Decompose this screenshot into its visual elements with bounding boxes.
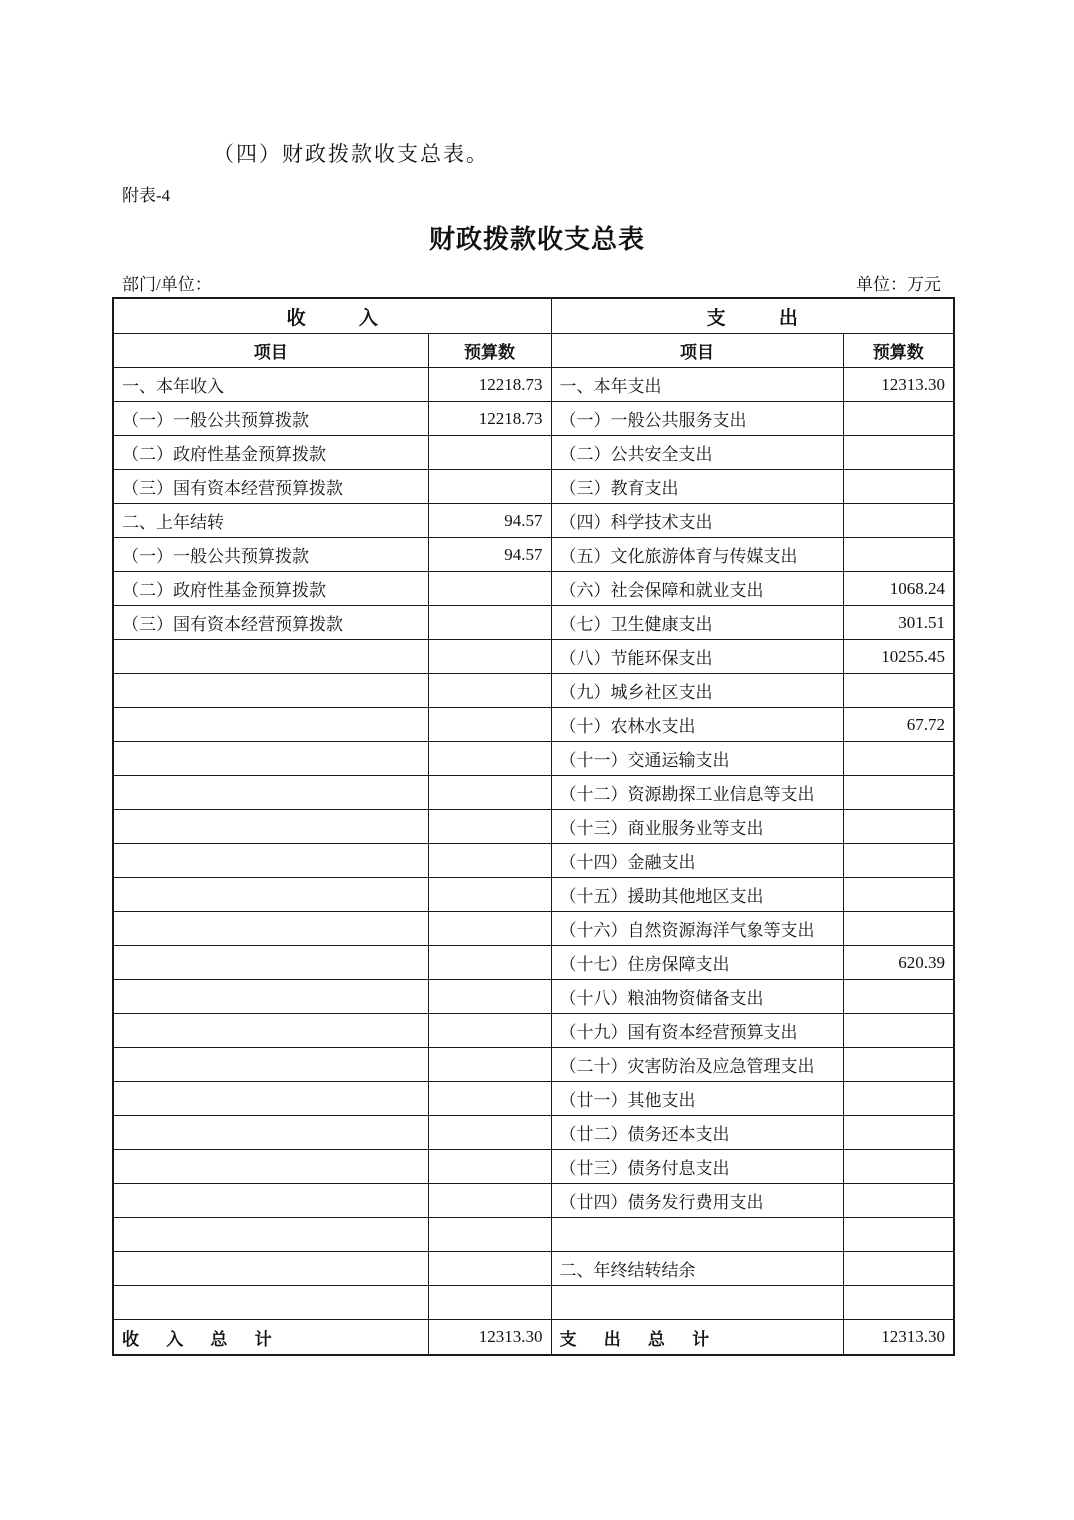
expense-item-cell: （八）节能环保支出 [551,640,843,674]
income-budget-cell [428,1184,551,1218]
income-item-cell [113,1286,428,1320]
income-item-cell [113,810,428,844]
income-item-cell: （一）一般公共预算拨款 [113,402,428,436]
expense-budget-cell [843,538,954,572]
table-row [113,1150,954,1184]
income-budget-cell [428,606,551,640]
expense-budget-cell [843,1286,954,1320]
table-row [113,1286,954,1320]
expense-budget-cell [843,742,954,776]
income-total-value: 12313.30 [428,1320,551,1356]
income-budget-cell [428,1048,551,1082]
income-item-cell: （二）政府性基金预算拨款 [113,436,428,470]
attachment-label: 附表-4 [122,186,171,205]
table-row [113,912,954,946]
income-budget-cell [428,742,551,776]
table-row [113,1116,954,1150]
income-item-cell: （二）政府性基金预算拨款 [113,572,428,606]
expense-item-cell [551,1218,843,1252]
income-item-cell [113,1150,428,1184]
expense-total-label: 支出总计 [551,1320,843,1356]
table-row [113,436,954,470]
table-body [113,368,954,1320]
expense-budget-cell [843,1116,954,1150]
expense-item-cell: （十一）交通运输支出 [551,742,843,776]
table-row [113,1048,954,1082]
expense-budget-cell: 67.72 [843,708,954,742]
expense-item-cell: （九）城乡社区支出 [551,674,843,708]
income-item-cell [113,1082,428,1116]
table-row [113,640,954,674]
expense-budget-cell [843,504,954,538]
expense-item-cell: （十三）商业服务业等支出 [551,810,843,844]
table-row [113,606,954,640]
page-title: 财政拨款收支总表 [428,225,645,254]
income-item-cell: 二、上年结转 [113,504,428,538]
income-budget-cell [428,810,551,844]
expense-budget-cell [843,810,954,844]
expense-item-cell: （十九）国有资本经营预算支出 [551,1014,843,1048]
income-budget-cell: 12218.73 [428,368,551,402]
expense-item-cell: （廿二）债务还本支出 [551,1116,843,1150]
expense-budget-column-header: 预算数 [843,334,954,368]
income-item-cell: （三）国有资本经营预算拨款 [113,470,428,504]
income-budget-cell [428,878,551,912]
expense-budget-cell [843,1184,954,1218]
table-meta-row [112,270,953,295]
income-section-header: 收入 [113,298,551,334]
table-row [113,572,954,606]
expense-budget-cell [843,980,954,1014]
table-row [113,946,954,980]
income-budget-cell [428,708,551,742]
expense-section-header: 支出 [551,298,954,334]
expense-item-cell: （四）科学技术支出 [551,504,843,538]
expense-item-cell: 二、年终结转结余 [551,1252,843,1286]
expense-total-value: 12313.30 [843,1320,954,1356]
expense-budget-cell [843,1048,954,1082]
table-row [113,742,954,776]
income-budget-cell [428,572,551,606]
income-item-cell [113,844,428,878]
expense-item-cell [551,1286,843,1320]
expense-budget-cell: 10255.45 [843,640,954,674]
expense-budget-cell [843,674,954,708]
income-budget-cell [428,1116,551,1150]
table-row [113,1252,954,1286]
expense-item-column-header: 项目 [551,334,843,368]
expense-item-cell: （七）卫生健康支出 [551,606,843,640]
expense-budget-cell [843,844,954,878]
income-item-column-header: 项目 [113,334,428,368]
table-row [113,504,954,538]
table-row [113,1014,954,1048]
expense-budget-cell [843,436,954,470]
total-row [113,1320,954,1356]
expense-budget-cell [843,1252,954,1286]
income-budget-cell [428,776,551,810]
income-budget-cell [428,674,551,708]
income-item-cell [113,1116,428,1150]
expense-budget-cell [843,1014,954,1048]
income-budget-cell [428,1286,551,1320]
table-row [113,810,954,844]
income-item-cell [113,1252,428,1286]
income-item-cell [113,708,428,742]
expense-item-cell: （十四）金融支出 [551,844,843,878]
expense-item-cell: （十五）援助其他地区支出 [551,878,843,912]
expense-budget-cell [843,878,954,912]
expense-budget-cell: 1068.24 [843,572,954,606]
income-item-cell [113,1014,428,1048]
income-budget-cell [428,946,551,980]
section-heading: （四）财政拨款收支总表。 [213,142,489,166]
income-budget-cell: 94.57 [428,538,551,572]
expense-budget-cell [843,470,954,504]
income-budget-cell [428,470,551,504]
table-row [113,368,954,402]
income-budget-cell: 94.57 [428,504,551,538]
column-header-row [113,334,954,368]
income-budget-cell [428,1150,551,1184]
income-item-cell [113,1184,428,1218]
table-row [113,1082,954,1116]
table-row [113,980,954,1014]
expense-budget-cell: 620.39 [843,946,954,980]
expense-item-cell: （十七）住房保障支出 [551,946,843,980]
expense-item-cell: （十六）自然资源海洋气象等支出 [551,912,843,946]
table-row [113,674,954,708]
income-item-cell [113,1048,428,1082]
income-item-cell: （三）国有资本经营预算拨款 [113,606,428,640]
income-total-label: 收入总计 [113,1320,428,1356]
expense-item-cell: （二）公共安全支出 [551,436,843,470]
income-item-cell [113,878,428,912]
table-row [113,1218,954,1252]
income-item-cell: （一）一般公共预算拨款 [113,538,428,572]
expense-budget-cell [843,1218,954,1252]
income-budget-cell [428,980,551,1014]
expense-item-cell: （廿三）债务付息支出 [551,1150,843,1184]
income-item-cell [113,946,428,980]
table-row [113,402,954,436]
table-row [113,878,954,912]
table-row [113,776,954,810]
income-budget-cell: 12218.73 [428,402,551,436]
currency-unit-label: 单位：万元 [856,275,941,294]
income-budget-cell [428,640,551,674]
income-budget-column-header: 预算数 [428,334,551,368]
income-item-cell [113,742,428,776]
income-budget-cell [428,844,551,878]
expense-item-cell: （十二）资源勘探工业信息等支出 [551,776,843,810]
expense-item-cell: （十）农林水支出 [551,708,843,742]
expense-item-cell: （廿四）债务发行费用支出 [551,1184,843,1218]
income-item-cell [113,776,428,810]
income-budget-cell [428,1218,551,1252]
expense-item-cell: 一、本年支出 [551,368,843,402]
expense-item-cell: （廿一）其他支出 [551,1082,843,1116]
expense-budget-cell [843,1082,954,1116]
income-budget-cell [428,1014,551,1048]
expense-budget-cell: 301.51 [843,606,954,640]
income-item-cell [113,674,428,708]
department-unit-label: 部门/单位： [122,275,212,294]
expense-item-cell: （二十）灾害防治及应急管理支出 [551,1048,843,1082]
budget-table [112,297,955,1356]
expense-budget-cell [843,1150,954,1184]
expense-item-cell: （十八）粮油物资储备支出 [551,980,843,1014]
income-item-cell [113,912,428,946]
income-item-cell [113,640,428,674]
expense-item-cell: （六）社会保障和就业支出 [551,572,843,606]
table-row [113,470,954,504]
income-budget-cell [428,1252,551,1286]
expense-budget-cell [843,912,954,946]
expense-item-cell: （三）教育支出 [551,470,843,504]
expense-budget-cell [843,776,954,810]
income-item-cell [113,980,428,1014]
table-row [113,708,954,742]
expense-budget-cell [843,402,954,436]
income-item-cell: 一、本年收入 [113,368,428,402]
table-row [113,844,954,878]
expense-budget-cell: 12313.30 [843,368,954,402]
expense-item-cell: （一）一般公共服务支出 [551,402,843,436]
income-item-cell [113,1218,428,1252]
income-budget-cell [428,1082,551,1116]
table-row [113,1184,954,1218]
group-header-row [113,298,954,334]
table-row [113,538,954,572]
income-budget-cell [428,912,551,946]
expense-item-cell: （五）文化旅游体育与传媒支出 [551,538,843,572]
income-budget-cell [428,436,551,470]
